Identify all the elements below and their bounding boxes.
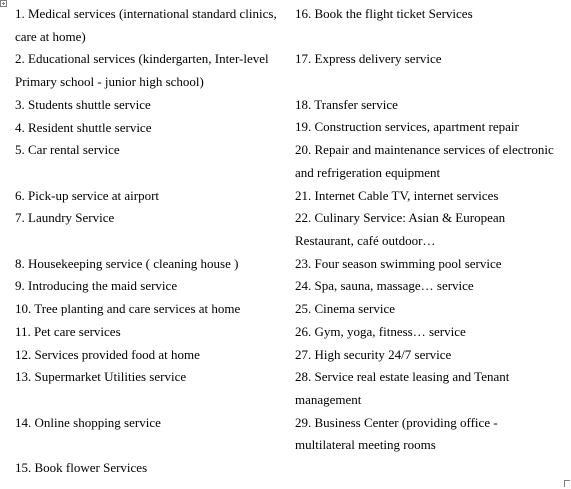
service-line: 26. Gym, yoga, fitness… service — [295, 323, 466, 339]
service-line: 27. High security 24/7 service — [295, 346, 452, 362]
service-line: 13. Supermarket Utilities service — [15, 369, 187, 385]
service-line: 29. Business Center (providing office - — [295, 414, 498, 430]
service-line: 25. Cinema service — [295, 301, 395, 317]
services-left-column — [15, 3, 285, 480]
service-line: 4. Resident shuttle service — [15, 119, 152, 135]
service-line: 6. Pick-up service at airport — [15, 187, 160, 203]
service-line: 22. Culinary Service: Asian & European — [295, 210, 506, 226]
service-line: 3. Students shuttle service — [15, 96, 151, 112]
service-line: 18. Transfer service — [295, 96, 398, 112]
blank-line — [295, 26, 565, 49]
blank-line — [15, 230, 285, 253]
service-line: 14. Online shopping service — [15, 414, 161, 430]
table-move-handle-icon[interactable] — [0, 0, 7, 7]
service-line: care at home) — [15, 28, 86, 44]
service-line: 9. Introducing the maid service — [15, 278, 178, 294]
service-line: multilateral meeting rooms — [295, 437, 436, 453]
blank-line — [15, 162, 285, 185]
service-line: 17. Express delivery service — [295, 51, 442, 67]
blank-line — [15, 389, 285, 412]
service-line: 23. Four season swimming pool service — [295, 255, 502, 271]
service-line: 28. Service real estate leasing and Tenant — [295, 369, 510, 385]
service-line: 16. Book the flight ticket Services — [295, 6, 473, 21]
service-line: 1. Medical services (international standard clinics, — [15, 6, 277, 21]
table-resize-handle-icon[interactable] — [564, 480, 570, 487]
service-line: 19. Construction services, apartment repair — [295, 119, 519, 135]
service-line: 12. Services provided food at home — [15, 346, 200, 362]
services-right-column — [295, 3, 565, 457]
service-line: Restaurant, café outdoor… — [295, 233, 436, 248]
service-line: 24. Spa, sauna, massage… service — [295, 278, 474, 294]
service-line: management — [295, 391, 362, 407]
service-line: Primary school - junior high school) — [15, 74, 204, 90]
service-line: 5. Car rental service — [15, 142, 120, 158]
service-line: 15. Book flower Services — [15, 460, 148, 475]
service-line: 11. Pet care services — [15, 323, 121, 339]
service-line: and refrigeration equipment — [295, 164, 441, 180]
service-line: 2. Educational services (kindergarten, Inter-level — [15, 51, 269, 67]
blank-line — [15, 434, 285, 457]
blank-line — [295, 71, 565, 94]
service-line: 7. Laundry Service — [15, 210, 115, 226]
service-line: 8. Housekeeping service ( cleaning house ) — [15, 255, 239, 271]
service-line: 10. Tree planting and care services at home — [15, 301, 241, 317]
service-line: 21. Internet Cable TV, internet services — [295, 187, 499, 203]
service-line: 20. Repair and maintenance services of electronic — [295, 142, 554, 158]
